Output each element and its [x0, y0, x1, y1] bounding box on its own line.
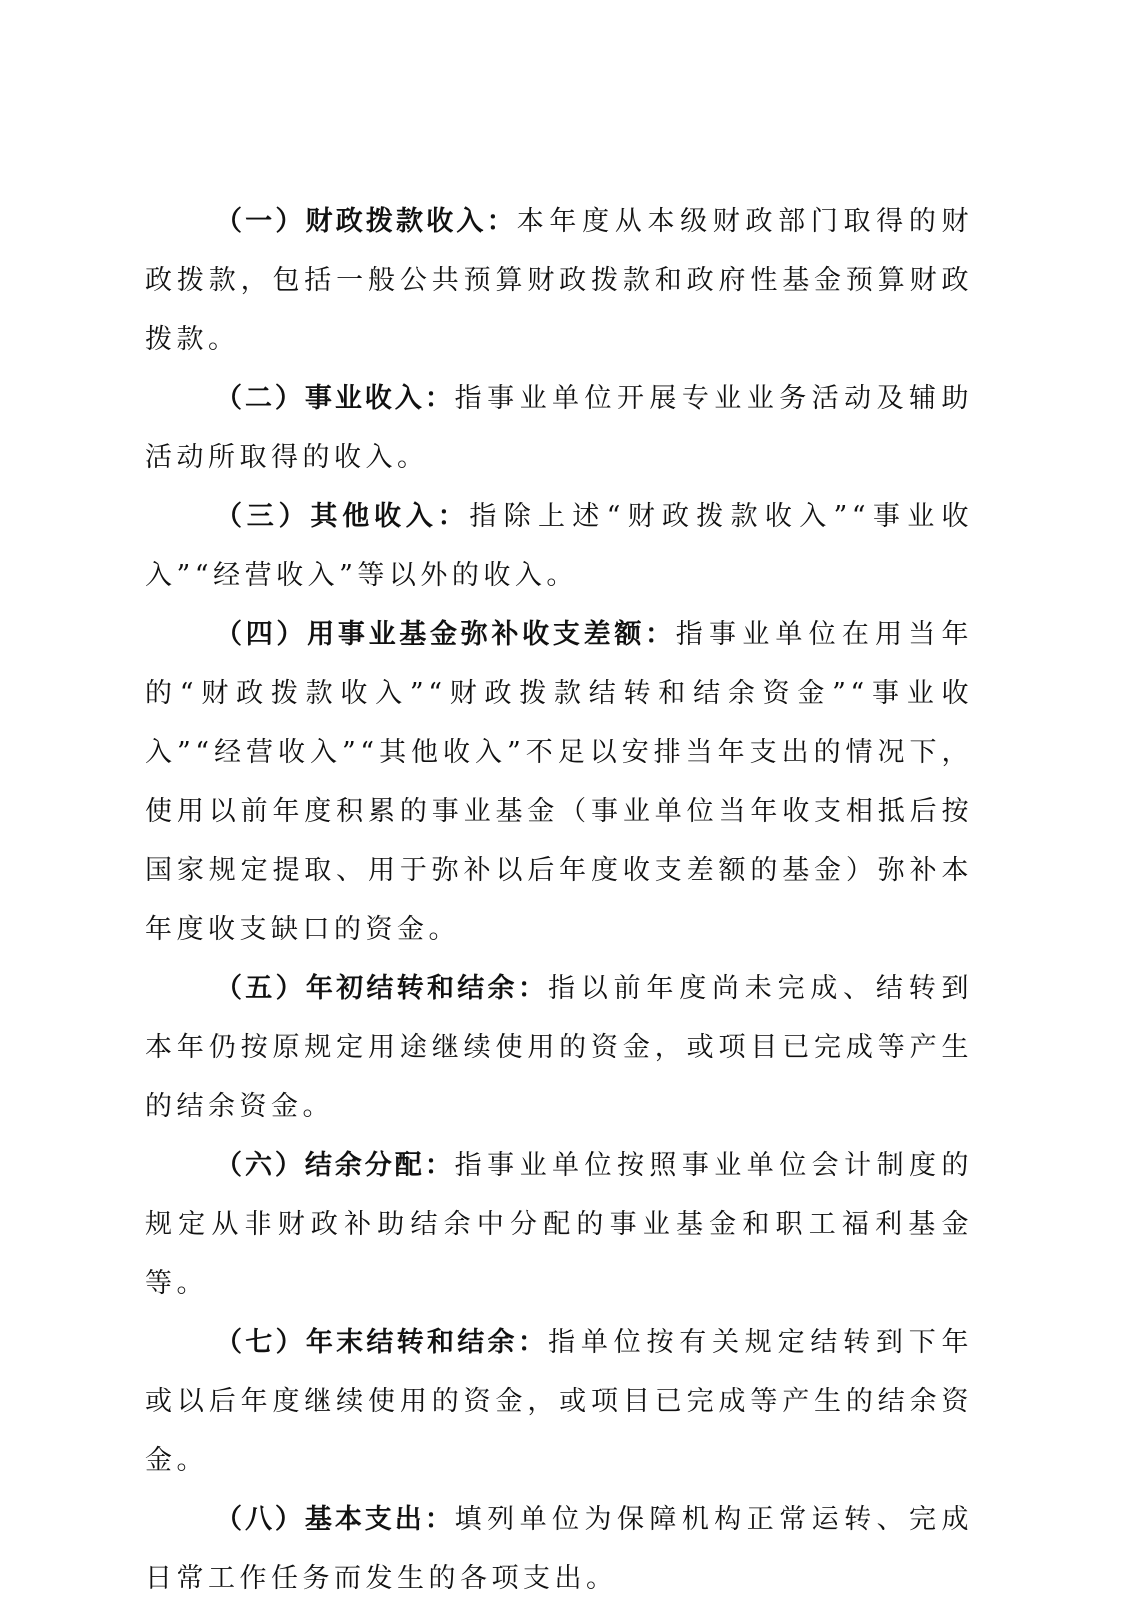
paragraph-text: 指以前年度尚未完成、结转到本年仍按原规定用途继续使用的资金，或项目已完成等产生的结余资金。 [145, 973, 974, 1122]
paragraph-fiscal-appropriation-income [145, 192, 973, 369]
paragraph-year-end-carryover [145, 1313, 973, 1490]
paragraph-heading: （六）结余分配： [215, 1150, 455, 1181]
paragraph-text: 指事业单位按照事业单位会计制度的规定从非财政补助结余中分配的事业基金和职工福利基金等。 [145, 1150, 974, 1299]
paragraph-surplus-distribution [145, 1136, 973, 1313]
paragraph-heading: （八）基本支出： [215, 1504, 455, 1535]
paragraph-heading: （三）其他收入： [215, 501, 470, 532]
paragraph-text: 指除上述“财政拨款收入”“事业收入”“经营收入”等以外的收入。 [145, 501, 974, 591]
paragraph-heading: （五）年初结转和结余： [215, 973, 549, 1004]
paragraph-heading: （七）年末结转和结余： [215, 1327, 549, 1358]
paragraph-heading: （四）用事业基金弥补收支差额： [215, 619, 676, 650]
paragraph-beginning-carryover [145, 959, 973, 1136]
document-body [145, 192, 973, 1608]
paragraph-text: 指事业单位在用当年的“财政拨款收入”“财政拨款结转和结余资金”“事业收入”“经营收入”“其他收入”不足以安排当年支出的情况下，使用以前年度积累的事业基金（事业单位当年收支相抵后按国家规定提取、用于弥补以后年度收支差额的基金）弥补本年度收支缺口的资金。 [145, 619, 974, 945]
paragraph-text: 填列单位为保障机构正常运转、完成日常工作任务而发生的各项支出。 [145, 1504, 974, 1594]
paragraph-business-income [145, 369, 973, 487]
paragraph-text: 指单位按有关规定结转到下年或以后年度继续使用的资金，或项目已完成等产生的结余资金。 [145, 1327, 974, 1476]
paragraph-heading: （一）财政拨款收入： [215, 206, 517, 237]
paragraph-business-fund-offset [145, 605, 973, 959]
paragraph-heading: （二）事业收入： [215, 383, 455, 414]
paragraph-text: 指事业单位开展专业业务活动及辅助活动所取得的收入。 [145, 383, 974, 473]
paragraph-other-income [145, 487, 973, 605]
paragraph-text: 本年度从本级财政部门取得的财政拨款，包括一般公共预算财政拨款和政府性基金预算财政拨款。 [145, 206, 974, 355]
paragraph-basic-expenditure [145, 1490, 973, 1608]
